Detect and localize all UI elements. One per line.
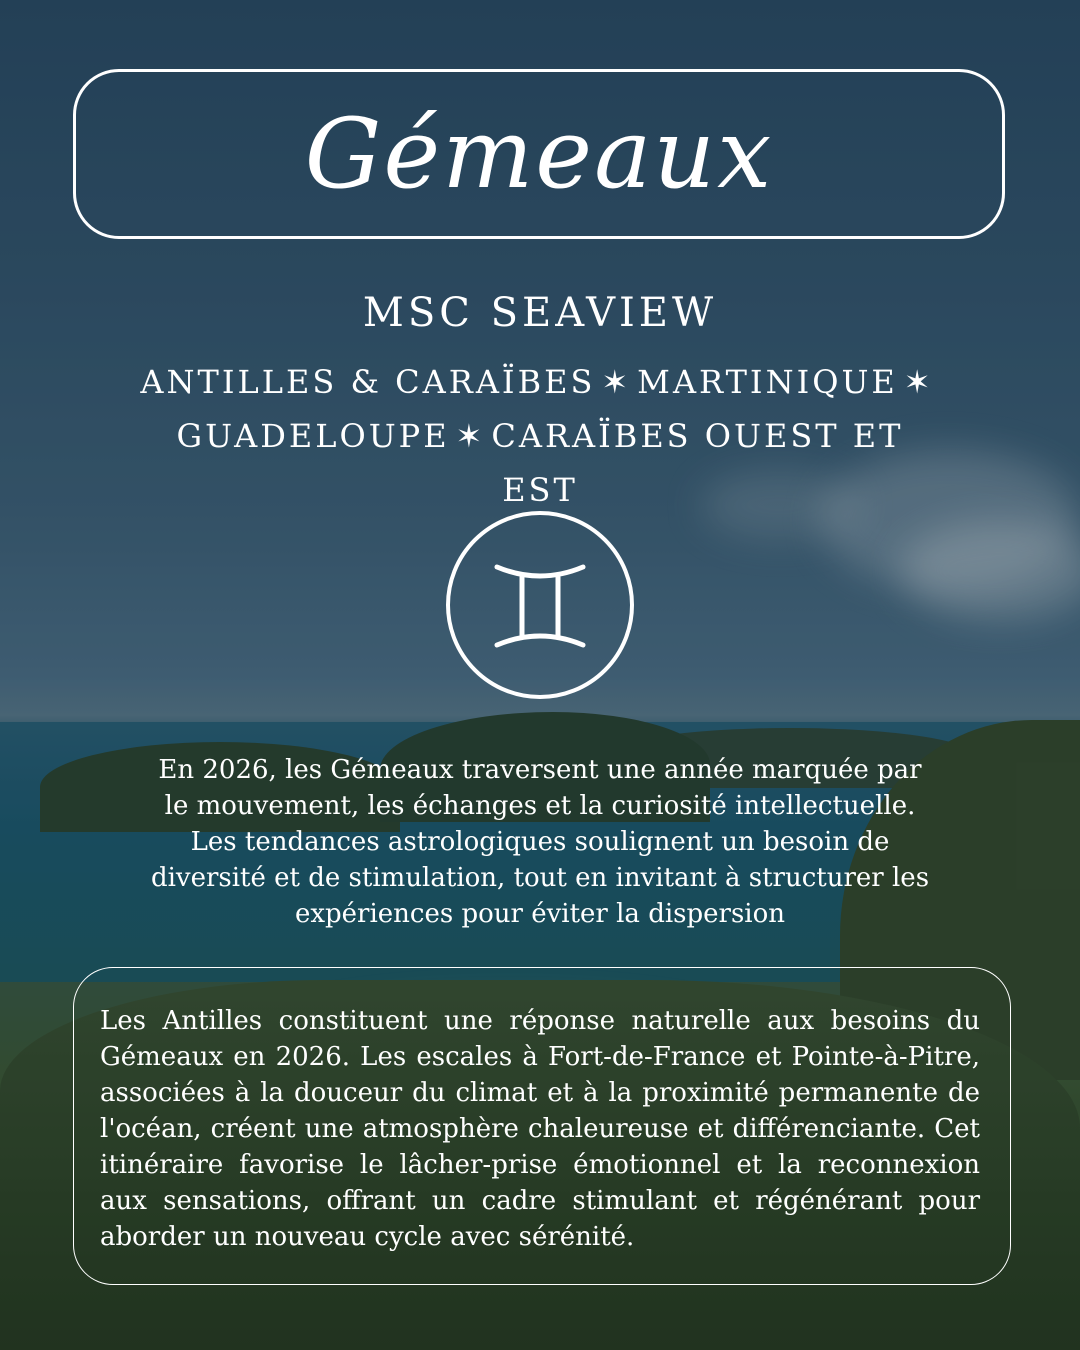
detail-paragraph: Les Antilles constituent une réponse naturelle aux besoins du Gémeaux en 2026. Les escales à Fort-de-France et Pointe-à-Pitre, associées à la douceur du climat et à la proximité permanente de l'océan, créent une atmosphère chaleureuse et différenciante. Cet itinéraire favorise le lâcher-prise émotionnel et la reconnexion aux sensations, offrant un cadre stimulant et régénérant pour aborder un nouveau cycle avec sérénité.: [100, 1006, 980, 1252]
ship-name: MSC SEAVIEW: [362, 290, 718, 336]
route-item: GUADELOUPE: [176, 417, 450, 455]
route-item: CARAÏBES OUEST ET EST: [491, 417, 904, 509]
route-line-1: [140, 355, 940, 409]
zodiac-badge: [446, 511, 634, 699]
intro-paragraph: En 2026, les Gémeaux traversent une année marquée par le mouvement, les échanges et la curiosité intellectuelle. Les tendances astrologiques soulignent un besoin de diversité et de stimulation, tout en invitant à structurer les expériences pour éviter la dispersion: [150, 755, 930, 929]
star-separator-icon: ✶: [903, 363, 934, 401]
route-item: MARTINIQUE: [637, 363, 898, 401]
page-title: Gémeaux: [304, 98, 774, 210]
gemini-sign-icon: [450, 515, 630, 695]
route-item: ANTILLES & CARAÏBES: [140, 363, 596, 401]
route-list: [140, 355, 940, 517]
star-separator-icon: ✶: [601, 363, 632, 401]
title-frame: [73, 69, 1005, 239]
route-line-2: [140, 409, 940, 517]
star-separator-icon: ✶: [455, 417, 486, 455]
